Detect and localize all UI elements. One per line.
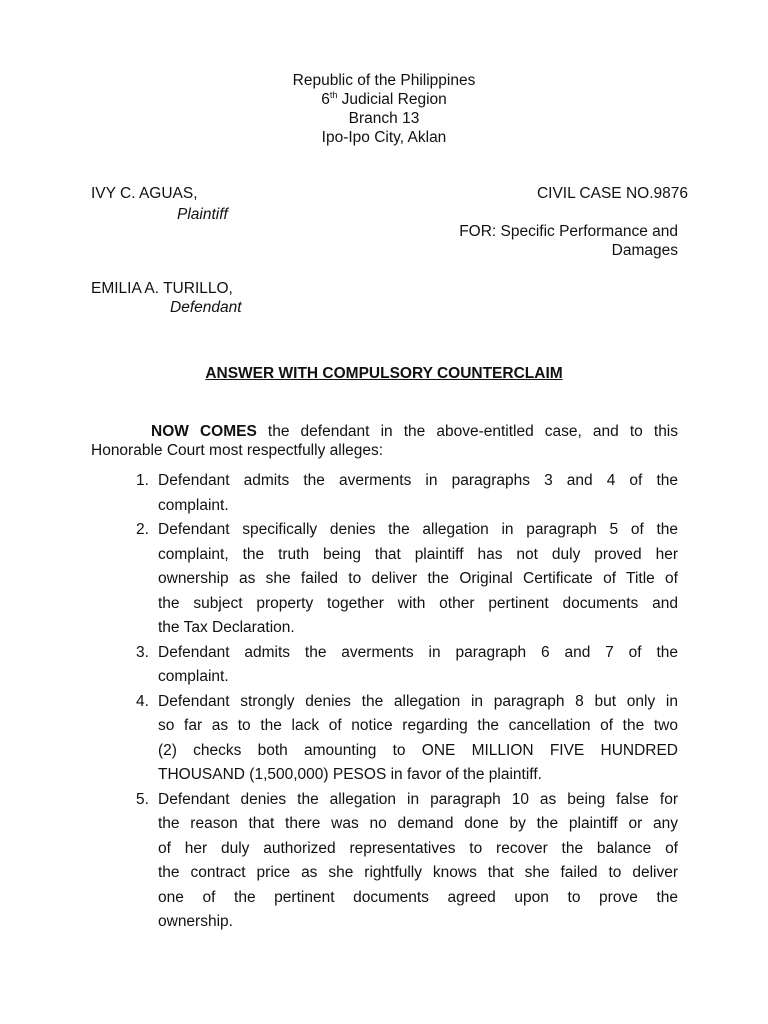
allegation-number: 1. [136, 472, 149, 489]
header-branch: Branch 13 [348, 110, 420, 127]
case-for-line2: Damages [611, 242, 678, 259]
allegation-number: 5. [136, 790, 149, 808]
allegation-line: Defendant strongly denies the allegation in paragraph 8 but only in [158, 692, 678, 710]
allegation-line: complaint. [158, 496, 229, 514]
intro-paragraph [91, 422, 678, 460]
court-header [0, 71, 768, 147]
case-for-line1: FOR: Specific Performance and [459, 223, 678, 240]
allegation-line: ownership as she failed to deliver the Original Certificate of Title of [158, 570, 678, 587]
case-number: CIVIL CASE NO.9876 [536, 185, 688, 202]
intro-line-1 [91, 422, 678, 441]
allegation-line: Defendant admits the averments in paragraphs 3 and 4 of the [158, 472, 678, 489]
region-ordinal: th [329, 89, 338, 100]
intro-line-2: Honorable Court most respectfully alleges: [91, 442, 384, 459]
allegation-item [130, 518, 678, 641]
allegation-number: 3. [136, 643, 149, 661]
allegation-item [130, 469, 678, 518]
allegation-number: 4. [136, 692, 149, 710]
allegation-line: the Tax Declaration. [158, 619, 295, 636]
intro-bold: NOW COMES [151, 423, 257, 440]
allegations-list [130, 469, 678, 935]
header-city: Ipo-Ipo City, Aklan [321, 129, 447, 146]
allegation-line: one of the pertinent documents agreed upon to prove the [158, 888, 678, 906]
allegation-number: 2. [136, 521, 149, 538]
allegation-item [130, 641, 678, 690]
header-region [0, 90, 768, 109]
allegation-line: Defendant admits the averments in paragraph 6 and 7 of the [158, 643, 678, 661]
allegation-line: the contract price as she rightfully knows that she failed to deliver [158, 864, 678, 881]
allegation-line: ownership. [158, 913, 233, 930]
allegation-line: (2) checks both amounting to ONE MILLION FIVE HUNDRED [158, 741, 678, 759]
allegation-line: Defendant denies the allegation in paragraph 10 as being false for [158, 790, 678, 808]
allegation-line: of her duly authorized representatives to recover the balance of [158, 839, 678, 857]
intro-rest: the defendant in the above-entitled case, and to this [256, 423, 679, 440]
allegation-line: complaint, the truth being that plaintiff has not duly proved her [158, 545, 678, 563]
plaintiff-role: Plaintiff [177, 206, 228, 223]
allegation-line: Defendant specifically denies the allegation in paragraph 5 of the [158, 521, 678, 538]
allegation-line: the subject property together with other pertinent documents and [158, 594, 678, 612]
allegation-line: the reason that there was no demand done by the plaintiff or any [158, 815, 678, 832]
plaintiff-name: IVY C. AGUAS, [91, 185, 198, 202]
defendant-role: Defendant [170, 299, 242, 316]
allegation-item [130, 788, 678, 935]
header-republic: Republic of the Philippines [292, 72, 476, 89]
document-title: ANSWER WITH COMPULSORY COUNTERCLAIM [205, 365, 563, 382]
defendant-name: EMILIA A. TURILLO, [91, 280, 233, 297]
region-number: 6 [321, 91, 330, 108]
allegation-line: THOUSAND (1,500,000) PESOS in favor of the plaintiff. [158, 766, 542, 783]
region-text: Judicial Region [337, 91, 447, 108]
allegation-line: complaint. [158, 668, 229, 685]
allegation-line: so far as to the lack of notice regarding the cancellation of the two [158, 717, 678, 734]
allegation-item [130, 690, 678, 788]
